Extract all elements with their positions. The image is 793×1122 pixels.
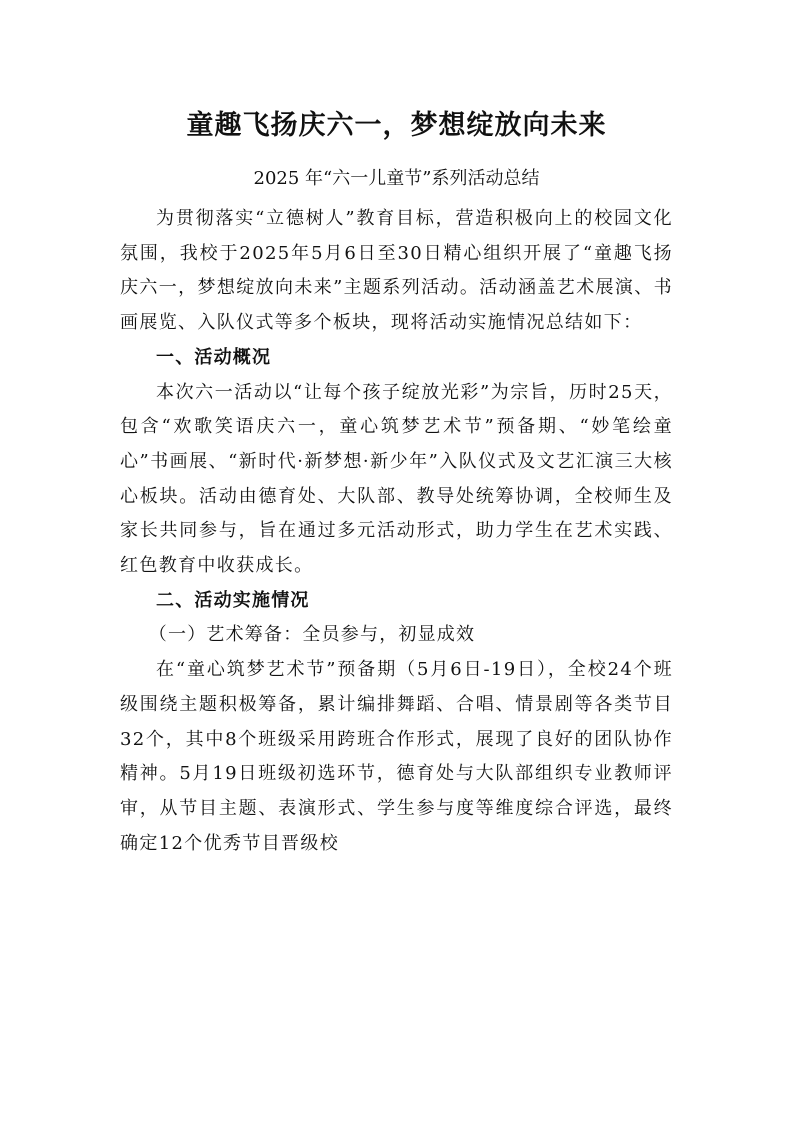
subsection-heading-art-preparation: （一）艺术筹备：全员参与，初显成效 xyxy=(148,624,476,646)
section-heading-implementation: 二、活动实施情况 xyxy=(156,589,310,611)
document-subtitle: 2025 年“六一儿童节”系列活动总结 xyxy=(253,168,540,189)
art-preparation-paragraph: 在“童心筑梦艺术节”预备期（5月6日-19日），全校24个班级围绕主题积极筹备，累计编排舞蹈、合唱、情景剧等各类节目32个，其中8个班级采用跨班合作形式，展现了良好的团队协作精神。5月19日班级初选环节，德育处与大队部组织专业教师评审，从节目主题、表演形式、学生参与度等维度综合评选，最终确定12个优秀节目晋级校 xyxy=(120,659,673,854)
section-heading-overview: 一、活动概况 xyxy=(156,346,272,368)
intro-paragraph: 为贯彻落实“立德树人”教育目标，营造积极向上的校园文化氛围，我校于2025年5月6日至30日精心组织开展了“童趣飞扬庆六一，梦想绽放向未来”主题系列活动。活动涵盖艺术展演、书画展览、入队仪式等多个板块，现将活动实施情况总结如下： xyxy=(120,208,673,334)
overview-paragraph: 本次六一活动以“让每个孩子绽放光彩”为宗旨，历时25天，包含“欢歌笑语庆六一，童心筑梦艺术节”预备期、“妙笔绘童心”书画展、“新时代·新梦想·新少年”入队仪式及文艺汇演三大核心板块。活动由德育处、大队部、教导处统筹协调，全校师生及家长共同参与，旨在通过多元活动形式，助力学生在艺术实践、红色教育中收获成长。 xyxy=(120,381,673,577)
document-title: 童趣飞扬庆六一，梦想绽放向未来 xyxy=(186,110,607,141)
document-content xyxy=(120,104,673,861)
